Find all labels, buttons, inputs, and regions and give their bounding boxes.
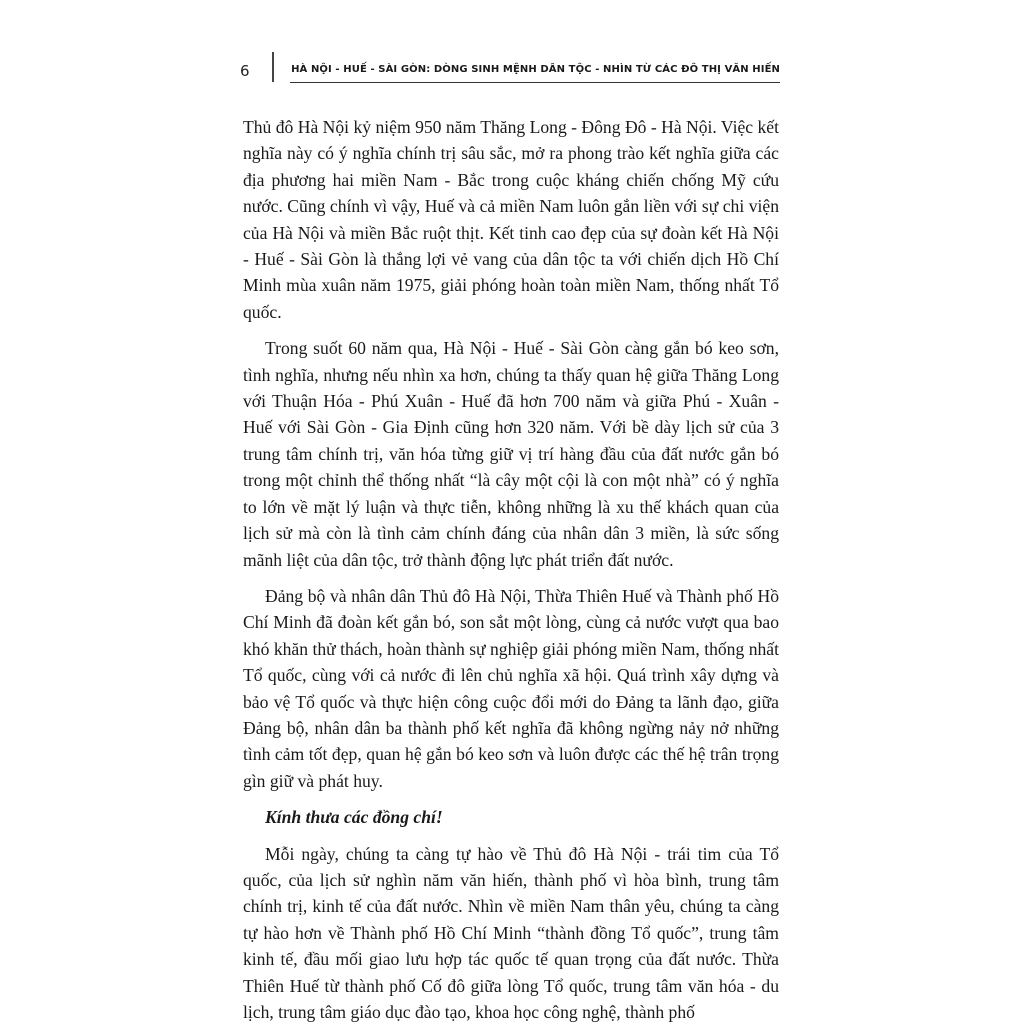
header-rule (290, 82, 780, 83)
header-divider (272, 52, 274, 82)
body-text (243, 114, 779, 1035)
page-header (240, 52, 780, 88)
salutation: Kính thưa các đồng chí! (265, 807, 443, 828)
page-number: 6 (240, 62, 250, 80)
running-title: HÀ NỘI - HUẾ - SÀI GÒN: DÒNG SINH MỆNH DÂN TỘC - NHÌN TỪ CÁC ĐÔ THỊ VĂN HIẾN (291, 64, 780, 75)
paragraph: Thủ đô Hà Nội kỷ niệm 950 năm Thăng Long - Đông Đô - Hà Nội. Việc kết nghĩa này có ý nghĩa chính trị sâu sắc, mở ra phong trào kết nghĩa giữa các địa phương hai miền Nam - Bắc trong cuộc kháng chiến chống Mỹ cứu nước. Cũng chính vì vậy, Huế và cả miền Nam luôn gắn liền với sự chi viện của Hà Nội và miền Bắc ruột thịt. Kết tinh cao đẹp của sự đoàn kết Hà Nội - Huế - Sài Gòn là thắng lợi vẻ vang của dân tộc ta với chiến dịch Hồ Chí Minh mùa xuân năm 1975, giải phóng hoàn toàn miền Nam, thống nhất Tổ quốc. (243, 117, 779, 322)
paragraph: Trong suốt 60 năm qua, Hà Nội - Huế - Sài Gòn càng gắn bó keo sơn, tình nghĩa, nhưng nếu nhìn xa hơn, chúng ta thấy quan hệ giữa Thăng Long với Thuận Hóa - Phú Xuân - Huế đã hơn 700 năm và giữa Phú - Xuân - Huế với Sài Gòn - Gia Định cũng hơn 320 năm. Với bề dày lịch sử của 3 trung tâm chính trị, văn hóa từng giữ vị trí hàng đầu của đất nước gắn bó trong một chỉnh thể thống nhất “là cây một cội là con một nhà” có ý nghĩa to lớn về mặt lý luận và thực tiễn, không những là xu thế khách quan của lịch sử mà còn là tình cảm chính đáng của nhân dân 3 miền, là sức sống mãnh liệt của dân tộc, trở thành động lực phát triển đất nước. (243, 338, 779, 570)
paragraph: Mỗi ngày, chúng ta càng tự hào về Thủ đô Hà Nội - trái tim của Tổ quốc, của lịch sử nghìn năm văn hiến, thành phố vì hòa bình, trung tâm chính trị, kinh tế của đất nước. Nhìn về miền Nam thân yêu, chúng ta càng tự hào hơn về Thành phố Hồ Chí Minh “thành đồng Tổ quốc”, trung tâm kinh tế, đầu mối giao lưu hợp tác quốc tế quan trọng của đất nước. Thừa Thiên Huế từ thành phố Cố đô giữa lòng Tổ quốc, trung tâm văn hóa - du lịch, trung tâm giáo dục đào tạo, khoa học công nghệ, thành phố (243, 843, 779, 1022)
paragraph: Đảng bộ và nhân dân Thủ đô Hà Nội, Thừa Thiên Huế và Thành phố Hồ Chí Minh đã đoàn kết gắn bó, son sắt một lòng, cùng cả nước vượt qua bao khó khăn thử thách, hoàn thành sự nghiệp giải phóng miền Nam, thống nhất Tổ quốc, cùng với cả nước đi lên chủ nghĩa xã hội. Quá trình xây dựng và bảo vệ Tổ quốc và thực hiện công cuộc đổi mới do Đảng ta lãnh đạo, giữa Đảng bộ, nhân dân ba thành phố kết nghĩa đã không ngừng nảy nở những tình cảm tốt đẹp, quan hệ gắn bó keo sơn và luôn được các thế hệ trân trọng gìn giữ và phát huy. (243, 585, 779, 791)
